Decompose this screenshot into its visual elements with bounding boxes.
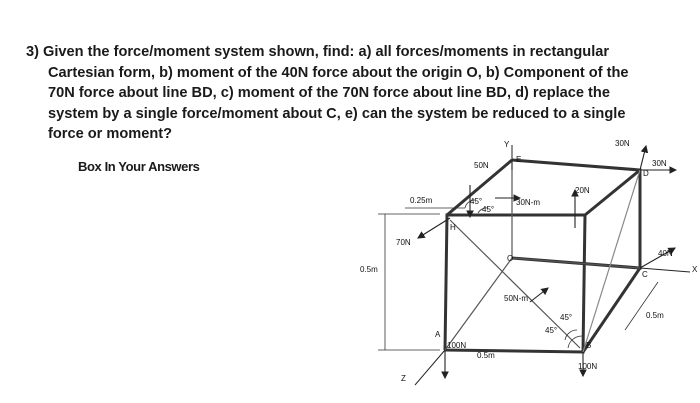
dim-05-right-label: 0.5m bbox=[646, 311, 664, 320]
force-70n-label: 70N bbox=[396, 238, 411, 247]
line-bd bbox=[583, 170, 640, 352]
angle-45-label-2: 45° bbox=[482, 205, 495, 214]
problem-line-3: 70N force about line BD, c) moment of the 70N force about line BD, d) replace the bbox=[48, 85, 610, 101]
problem-line-1: 3) Given the force/moment system shown, find: a) all forces/moments in rectangular bbox=[26, 44, 610, 60]
force-20n-label: 20N bbox=[575, 186, 590, 195]
problem-line-5: force or moment? bbox=[48, 126, 173, 142]
edge-top-right bbox=[585, 170, 640, 215]
edge-bottom-right bbox=[583, 268, 640, 352]
force-100n-left-label: 100N bbox=[447, 341, 467, 350]
dim-025-label: 0.25m bbox=[410, 196, 433, 205]
point-b-label: B bbox=[586, 341, 592, 350]
edge-back-bottom bbox=[512, 258, 640, 268]
point-c-label: C bbox=[642, 270, 648, 279]
box-frame bbox=[445, 160, 640, 352]
x-axis-label: X bbox=[692, 265, 698, 274]
force-30n-top-label: 30N bbox=[615, 139, 630, 148]
dim-05-bottom-label: 0.5m bbox=[477, 351, 495, 360]
dim-05-left-label: 0.5m bbox=[360, 265, 378, 274]
force-30n-top-arrow bbox=[640, 146, 646, 170]
problem-line-4: system by a single force/moment about C, e) can the system be reduced to a single bbox=[48, 105, 626, 122]
z-axis bbox=[415, 350, 445, 385]
point-e-label: E bbox=[516, 155, 522, 164]
angle-45-label-4: 45° bbox=[560, 313, 573, 322]
force-70n-arrow bbox=[418, 218, 450, 238]
angle-45-label-3: 45° bbox=[545, 326, 558, 335]
force-40n-label: 40N bbox=[658, 249, 673, 258]
dim-05-right-line bbox=[625, 282, 658, 330]
moment-50nm-arrow bbox=[530, 288, 548, 302]
force-30n-right-label: 30N bbox=[652, 159, 667, 168]
problem-line-2: Cartesian form, b) moment of the 40N force about the origin O, b) Component of the bbox=[48, 64, 629, 81]
point-a-label: A bbox=[435, 330, 441, 339]
y-axis-label: Y bbox=[504, 140, 510, 149]
point-d-label: D bbox=[643, 169, 649, 178]
angle-45-label-1: 45° bbox=[470, 197, 483, 206]
point-h-label: H bbox=[450, 223, 456, 232]
point-o-label: O bbox=[507, 254, 514, 263]
diagonal-hb bbox=[450, 220, 580, 348]
z-axis-label: Z bbox=[401, 374, 406, 383]
force-100n-right-label: 100N bbox=[578, 362, 598, 371]
moment-50nm-label: 50N-m bbox=[504, 294, 529, 303]
moment-30nm-label: 30N-m bbox=[516, 198, 541, 207]
box-answers-note: Box In Your Answers bbox=[78, 159, 200, 174]
force-50n-label: 50N bbox=[474, 161, 489, 170]
